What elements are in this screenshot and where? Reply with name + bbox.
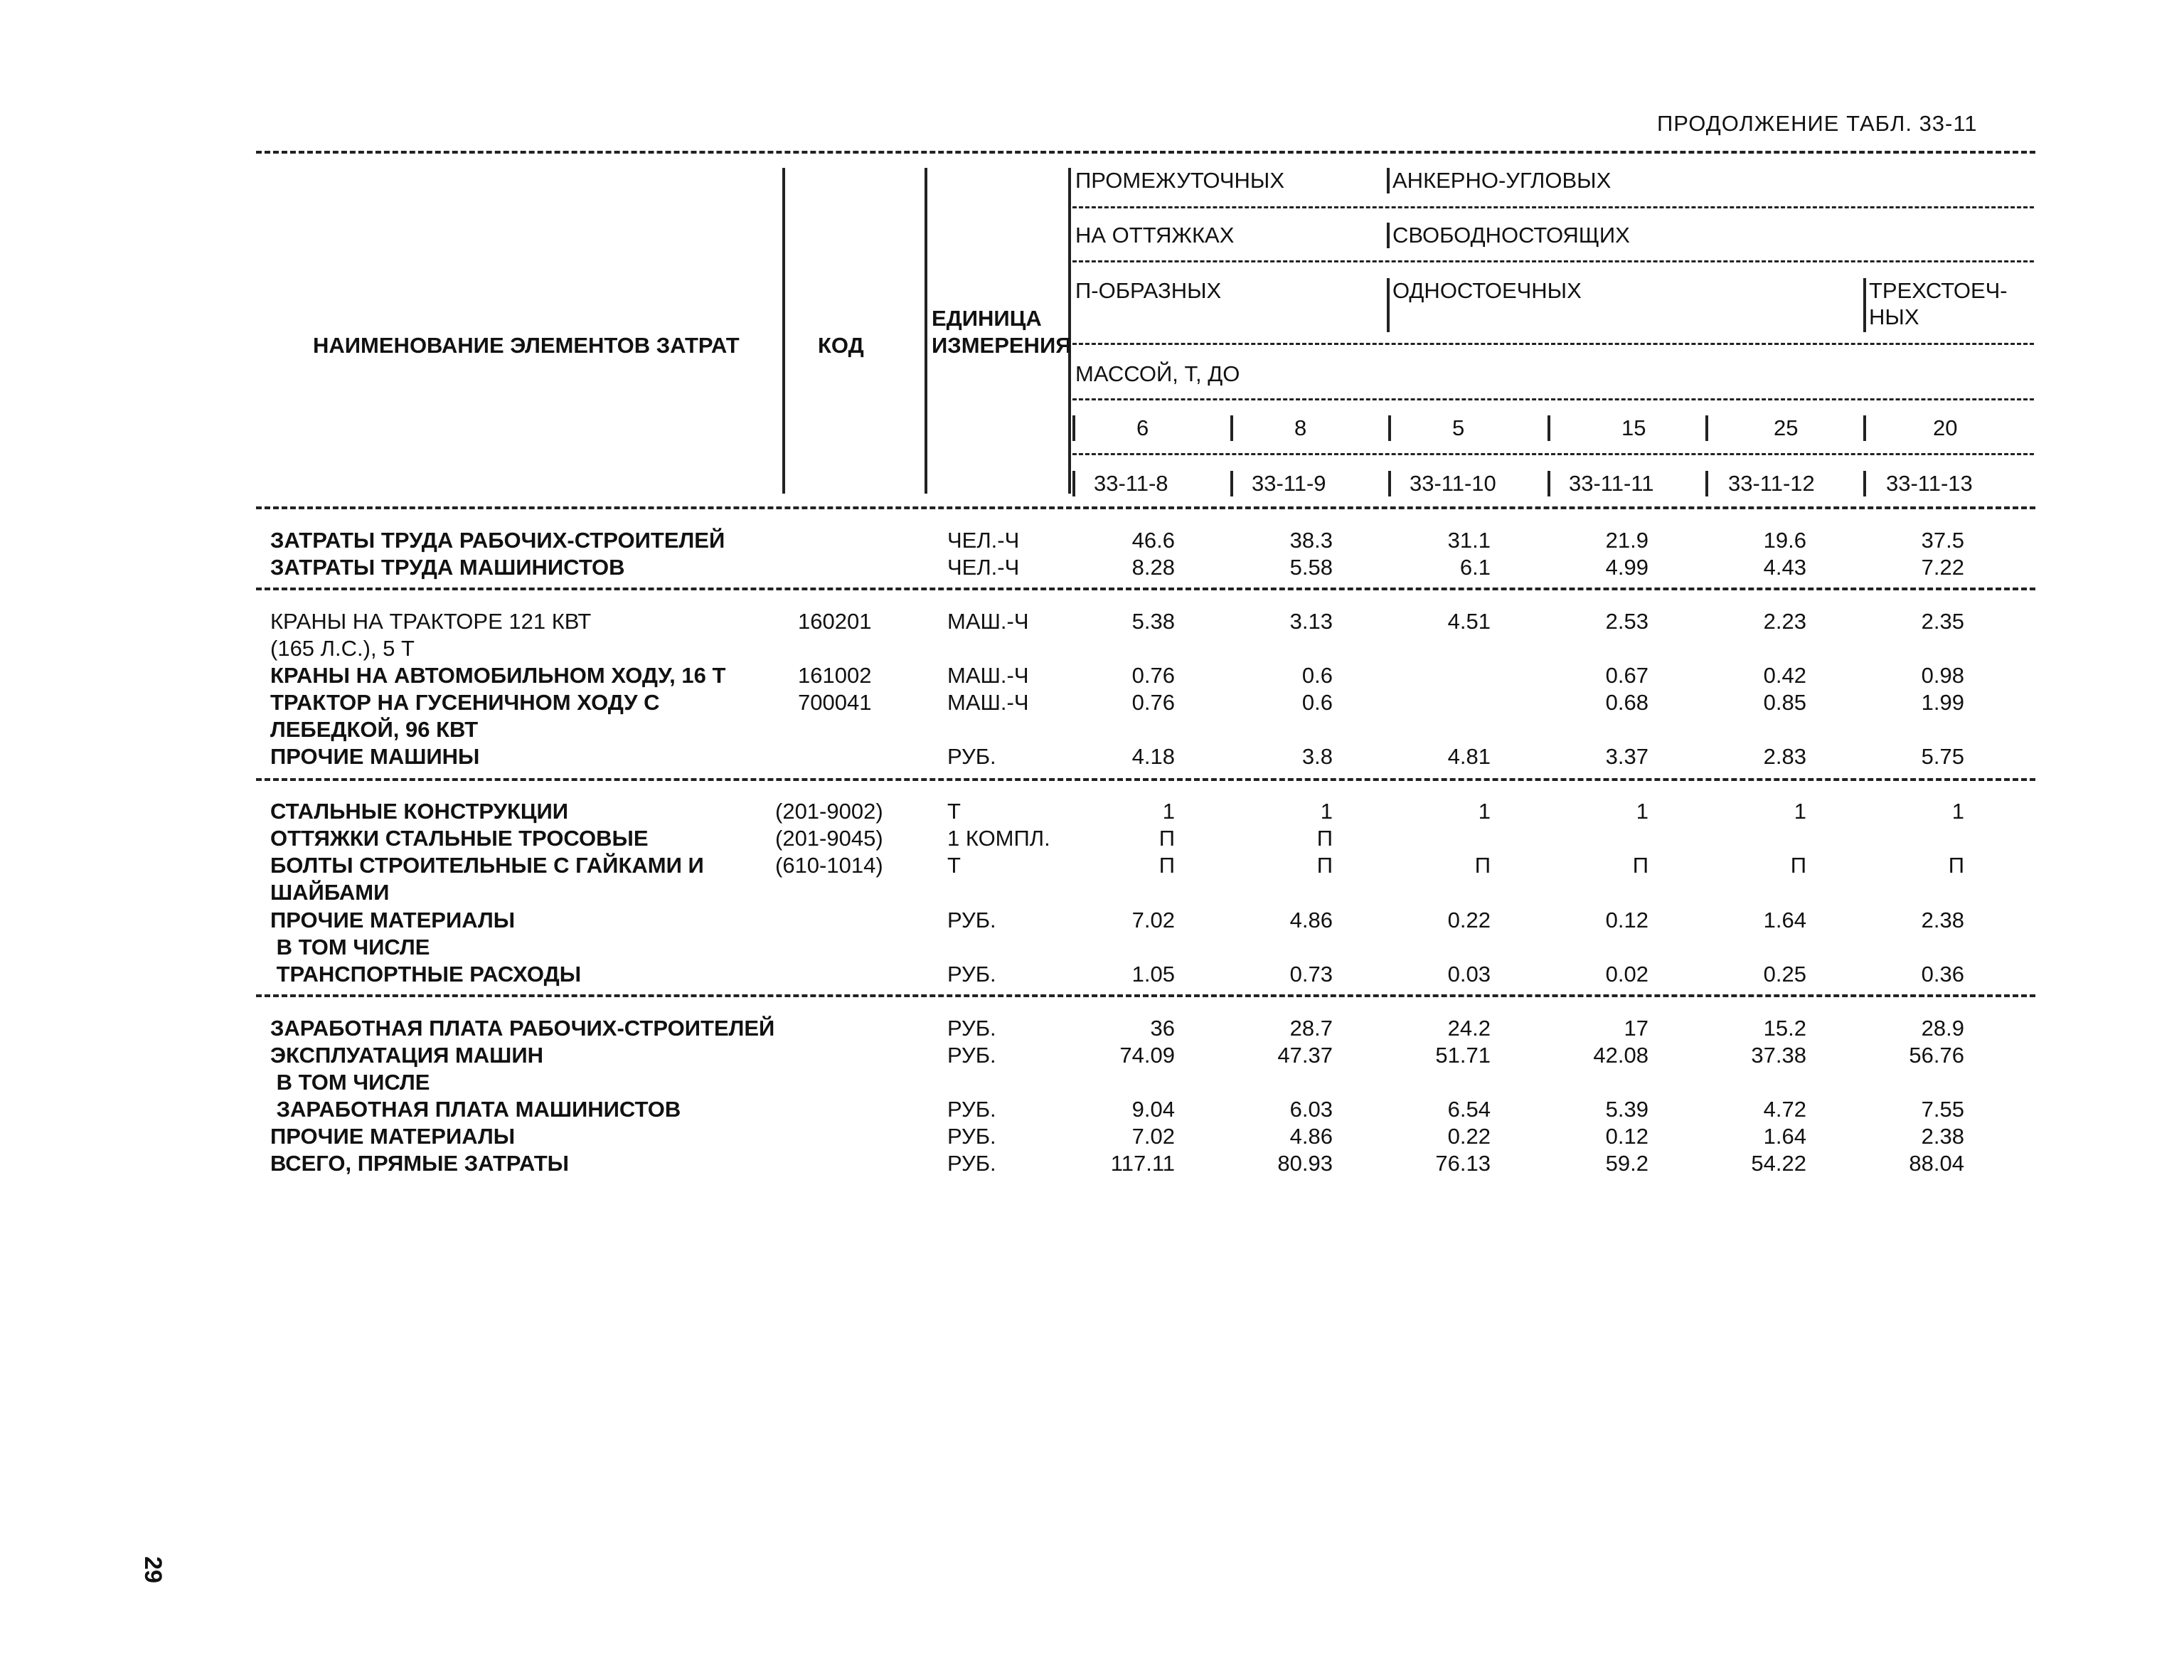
row-name: ПРОЧИЕ МАТЕРИАЛЫ xyxy=(270,908,516,932)
row-value: 80.93 xyxy=(1277,1151,1333,1176)
row-value: 2.35 xyxy=(1921,609,1964,634)
row-value: 51.71 xyxy=(1435,1043,1491,1068)
top-rule xyxy=(256,151,2035,154)
row-name: ПРОЧИЕ МАТЕРИАЛЫ xyxy=(270,1124,516,1149)
row-value: 24.2 xyxy=(1447,1016,1491,1041)
row-unit: МАШ.-Ч xyxy=(947,609,1029,634)
row-value: П xyxy=(1632,853,1648,878)
column-code: 33-11-10 xyxy=(1410,471,1496,496)
row-value: 0.22 xyxy=(1447,1124,1491,1149)
row-value: 38.3 xyxy=(1289,528,1333,553)
row-value: 4.86 xyxy=(1289,1124,1333,1149)
table-continuation-title: ПРОДОЛЖЕНИЕ ТАБЛ. 33-11 xyxy=(1657,111,1978,136)
row-value: 4.99 xyxy=(1605,555,1648,580)
row-value: 5.58 xyxy=(1289,555,1333,580)
row-value: 6.1 xyxy=(1459,555,1491,580)
column-code: 33-11-9 xyxy=(1252,471,1326,496)
row-value: 0.73 xyxy=(1289,962,1333,987)
row-value: П xyxy=(1316,853,1333,878)
row-value: 42.08 xyxy=(1593,1043,1648,1068)
row-unit: МАШ.-Ч xyxy=(947,690,1029,715)
section-rule xyxy=(256,778,2035,781)
row-unit: Т xyxy=(947,799,961,824)
row-code: 700041 xyxy=(798,690,872,715)
header-code-column: КОД xyxy=(818,333,864,358)
row-value: 1 xyxy=(1794,799,1806,824)
row-unit: РУБ. xyxy=(947,962,996,987)
row-code: (201-9002) xyxy=(775,799,883,824)
header-bottom-rule xyxy=(256,506,2035,509)
row-value: 2.23 xyxy=(1763,609,1806,634)
row-value: 76.13 xyxy=(1435,1151,1491,1176)
row-value: 4.18 xyxy=(1131,744,1175,769)
row-value: 0.76 xyxy=(1131,663,1175,688)
row-value: 28.9 xyxy=(1921,1016,1964,1041)
row-name: ВСЕГО, ПРЯМЫЕ ЗАТРАТЫ xyxy=(270,1151,569,1176)
col-sep xyxy=(1388,415,1391,441)
row-value: П xyxy=(1948,853,1964,878)
row-value: 0.42 xyxy=(1763,663,1806,688)
row-value: 2.38 xyxy=(1921,1124,1964,1149)
row-value: 5.75 xyxy=(1921,744,1964,769)
row-value: П xyxy=(1790,853,1806,878)
row-value: 46.6 xyxy=(1131,528,1175,553)
col-sep xyxy=(1863,415,1866,441)
header-type-sep-2 xyxy=(1863,278,1866,332)
col-sep xyxy=(1548,471,1550,496)
row-value: 0.22 xyxy=(1447,908,1491,932)
header-divider-name xyxy=(782,168,785,494)
row-name: ЗАТРАТЫ ТРУДА МАШИНИСТОВ xyxy=(270,555,625,580)
mass-value: 6 xyxy=(1136,415,1149,440)
row-value: 59.2 xyxy=(1605,1151,1648,1176)
row-code: 161002 xyxy=(798,663,872,688)
row-name: ЛЕБЕДКОЙ, 96 КВТ xyxy=(270,717,479,742)
row-value: 4.51 xyxy=(1447,609,1491,634)
row-name: ТРАКТОР НА ГУСЕНИЧНОМ ХОДУ С xyxy=(270,690,660,715)
header-type-p-shaped: П-ОБРАЗНЫХ xyxy=(1075,278,1222,303)
header-unit-line1: ЕДИНИЦА xyxy=(932,306,1042,331)
row-value: 0.6 xyxy=(1301,690,1333,715)
row-value: 1.99 xyxy=(1921,690,1964,715)
row-name: КРАНЫ НА АВТОМОБИЛЬНОМ ХОДУ, 16 Т xyxy=(270,663,726,688)
section-rule xyxy=(256,588,2035,590)
header-type-three-post-2: НЫХ xyxy=(1869,304,1919,329)
row-value: 4.81 xyxy=(1447,744,1491,769)
row-unit: ЧЕЛ.-Ч xyxy=(947,555,1020,580)
row-name: КРАНЫ НА ТРАКТОРЕ 121 КВТ xyxy=(270,609,592,634)
column-code: 33-11-12 xyxy=(1728,471,1815,496)
row-value: 6.03 xyxy=(1289,1097,1333,1122)
header-sub-guyed: НА ОТТЯЖКАХ xyxy=(1075,223,1235,248)
row-value: 2.53 xyxy=(1605,609,1648,634)
row-value: 3.37 xyxy=(1605,744,1648,769)
header-rule-5 xyxy=(1072,453,2034,455)
header-type-three-post-1: ТРЕХСТОЕЧ- xyxy=(1869,278,2008,303)
row-value: 54.22 xyxy=(1751,1151,1806,1176)
row-name: ПРОЧИЕ МАШИНЫ xyxy=(270,744,480,769)
row-value: 7.02 xyxy=(1131,1124,1175,1149)
row-value: 4.86 xyxy=(1289,908,1333,932)
row-value: 56.76 xyxy=(1909,1043,1964,1068)
row-value: П xyxy=(1474,853,1491,878)
row-value: 3.8 xyxy=(1301,744,1333,769)
mass-value: 25 xyxy=(1774,415,1799,440)
row-name: В ТОМ ЧИСЛЕ xyxy=(270,1070,430,1095)
row-value: 7.02 xyxy=(1131,908,1175,932)
col-sep xyxy=(1863,471,1866,496)
row-value: 4.72 xyxy=(1763,1097,1806,1122)
header-name-column: НАИМЕНОВАНИЕ ЭЛЕМЕНТОВ ЗАТРАТ xyxy=(313,333,740,358)
header-group-sep xyxy=(1387,168,1390,193)
row-unit: РУБ. xyxy=(947,1016,996,1041)
row-value: 1 xyxy=(1320,799,1333,824)
row-value: 31.1 xyxy=(1447,528,1491,553)
mass-value: 5 xyxy=(1452,415,1465,440)
row-unit: 1 КОМПЛ. xyxy=(947,826,1050,851)
row-value: 1 xyxy=(1162,799,1175,824)
row-value: 0.98 xyxy=(1921,663,1964,688)
row-value: 37.38 xyxy=(1751,1043,1806,1068)
row-unit: РУБ. xyxy=(947,1124,996,1149)
row-code: 160201 xyxy=(798,609,872,634)
header-unit-line2: ИЗМЕРЕНИЯ xyxy=(932,333,1072,358)
header-divider-unit xyxy=(1068,168,1071,494)
row-value: 0.12 xyxy=(1605,908,1648,932)
row-unit: РУБ. xyxy=(947,1043,996,1068)
row-unit: РУБ. xyxy=(947,1151,996,1176)
row-code: (201-9045) xyxy=(775,826,883,851)
row-value: 6.54 xyxy=(1447,1097,1491,1122)
mass-value: 20 xyxy=(1933,415,1958,440)
row-name: ТРАНСПОРТНЫЕ РАСХОДЫ xyxy=(270,962,582,987)
row-value: П xyxy=(1316,826,1333,851)
row-name: ЗАРАБОТНАЯ ПЛАТА МАШИНИСТОВ xyxy=(270,1097,681,1122)
row-value: 15.2 xyxy=(1763,1016,1806,1041)
header-sub-freestanding: СВОБОДНОСТОЯЩИХ xyxy=(1392,223,1630,248)
row-unit: Т xyxy=(947,853,961,878)
row-name: ЗАРАБОТНАЯ ПЛАТА РАБОЧИХ-СТРОИТЕЛЕЙ xyxy=(270,1016,775,1041)
row-unit: РУБ. xyxy=(947,1097,996,1122)
row-value: 7.22 xyxy=(1921,555,1964,580)
row-value: П xyxy=(1158,853,1175,878)
header-rule-3 xyxy=(1072,343,2034,345)
header-group-anchor: АНКЕРНО-УГЛОВЫХ xyxy=(1392,168,1612,193)
row-value: 2.83 xyxy=(1763,744,1806,769)
row-value: П xyxy=(1158,826,1175,851)
header-group-intermediate: ПРОМЕЖУТОЧНЫХ xyxy=(1075,168,1285,193)
row-name: ЭКСПЛУАТАЦИЯ МАШИН xyxy=(270,1043,544,1068)
row-value: 0.68 xyxy=(1605,690,1648,715)
row-value: 3.13 xyxy=(1289,609,1333,634)
row-value: 19.6 xyxy=(1763,528,1806,553)
row-name: В ТОМ ЧИСЛЕ xyxy=(270,935,430,959)
col-sep xyxy=(1705,471,1708,496)
page-number: 29 xyxy=(139,1556,166,1583)
mass-value: 15 xyxy=(1621,415,1646,440)
row-value: 1.05 xyxy=(1131,962,1175,987)
row-value: 2.38 xyxy=(1921,908,1964,932)
row-value: 17 xyxy=(1624,1016,1648,1041)
row-value: 0.67 xyxy=(1605,663,1648,688)
row-name: ОТТЯЖКИ СТАЛЬНЫЕ ТРОСОВЫЕ xyxy=(270,826,649,851)
row-name: ШАЙБАМИ xyxy=(270,880,390,905)
header-sub-sep xyxy=(1387,223,1390,248)
row-value: 47.37 xyxy=(1277,1043,1333,1068)
row-unit: РУБ. xyxy=(947,908,996,932)
row-value: 8.28 xyxy=(1131,555,1175,580)
row-value: 88.04 xyxy=(1909,1151,1964,1176)
row-unit: МАШ.-Ч xyxy=(947,663,1029,688)
row-value: 0.12 xyxy=(1605,1124,1648,1149)
row-name: СТАЛЬНЫЕ КОНСТРУКЦИИ xyxy=(270,799,569,824)
row-value: 0.03 xyxy=(1447,962,1491,987)
row-value: 1 xyxy=(1478,799,1491,824)
header-mass-label: МАССОЙ, Т, ДО xyxy=(1075,361,1240,386)
header-type-single-post: ОДНОСТОЕЧНЫХ xyxy=(1392,278,1582,303)
row-value: 0.25 xyxy=(1763,962,1806,987)
row-value: 28.7 xyxy=(1289,1016,1333,1041)
col-sep xyxy=(1548,415,1550,441)
row-name: БОЛТЫ СТРОИТЕЛЬНЫЕ С ГАЙКАМИ И xyxy=(270,853,704,878)
header-type-sep-1 xyxy=(1387,278,1390,332)
header-rule-1 xyxy=(1072,206,2034,208)
row-value: 36 xyxy=(1150,1016,1175,1041)
row-value: 9.04 xyxy=(1131,1097,1175,1122)
col-sep xyxy=(1072,471,1075,496)
row-value: 1.64 xyxy=(1763,908,1806,932)
column-code: 33-11-8 xyxy=(1094,471,1168,496)
col-sep xyxy=(1072,415,1075,441)
row-value: 5.39 xyxy=(1605,1097,1648,1122)
row-code: (610-1014) xyxy=(775,853,883,878)
col-sep xyxy=(1705,415,1708,441)
row-value: 74.09 xyxy=(1119,1043,1175,1068)
row-value: 117.11 xyxy=(1110,1151,1175,1176)
row-value: 0.6 xyxy=(1301,663,1333,688)
mass-value: 8 xyxy=(1294,415,1307,440)
column-code: 33-11-13 xyxy=(1886,471,1973,496)
row-name: (165 Л.С.), 5 Т xyxy=(270,636,415,661)
col-sep xyxy=(1388,471,1391,496)
row-value: 0.85 xyxy=(1763,690,1806,715)
row-value: 21.9 xyxy=(1605,528,1648,553)
row-value: 0.02 xyxy=(1605,962,1648,987)
row-value: 0.76 xyxy=(1131,690,1175,715)
col-sep xyxy=(1230,415,1233,441)
row-value: 1 xyxy=(1636,799,1648,824)
section-rule xyxy=(256,994,2035,997)
row-value: 37.5 xyxy=(1921,528,1964,553)
column-code: 33-11-11 xyxy=(1569,471,1654,496)
header-divider-code xyxy=(925,168,927,494)
header-rule-4 xyxy=(1072,398,2034,400)
row-value: 1.64 xyxy=(1763,1124,1806,1149)
row-unit: РУБ. xyxy=(947,744,996,769)
row-value: 7.55 xyxy=(1921,1097,1964,1122)
row-value: 0.36 xyxy=(1921,962,1964,987)
row-value: 1 xyxy=(1951,799,1964,824)
col-sep xyxy=(1230,471,1233,496)
header-rule-2 xyxy=(1072,260,2034,262)
row-name: ЗАТРАТЫ ТРУДА РАБОЧИХ-СТРОИТЕЛЕЙ xyxy=(270,528,725,553)
row-value: 5.38 xyxy=(1131,609,1175,634)
row-value: 4.43 xyxy=(1763,555,1806,580)
row-unit: ЧЕЛ.-Ч xyxy=(947,528,1020,553)
